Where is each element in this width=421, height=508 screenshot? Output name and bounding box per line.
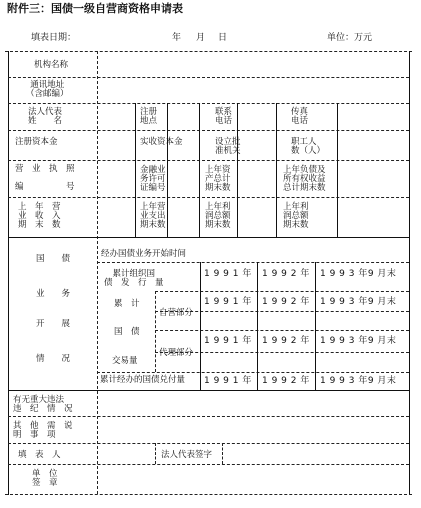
page-title: 附件三：国债一级自营商资格申请表 (7, 2, 183, 15)
other-notes-label: 其 他 需 说 明 事 项 (13, 421, 73, 440)
row-line (155, 352, 409, 353)
col-line (199, 103, 200, 237)
outer-left-border (8, 51, 9, 495)
year-label: 年 (172, 33, 182, 43)
org-name-label: 机构名称 (34, 60, 69, 70)
year-1992: 1 9 9 2 年 (262, 376, 310, 386)
row-line (8, 443, 409, 444)
col-line (257, 262, 258, 390)
row-line (97, 372, 409, 373)
col-line (200, 262, 201, 390)
business-license-label: 营 业 执 照 编 号 (15, 164, 75, 192)
part2-left-label: 国 债 (36, 254, 71, 264)
row-line (8, 77, 409, 78)
year-1993: 1 9 9 3 年9 月末 (320, 336, 397, 346)
last-year-assets-label: 上年资 产总计 期末数 (205, 165, 231, 193)
col-line (337, 103, 338, 237)
section-divider (8, 390, 409, 391)
col-line (155, 443, 156, 464)
label-column-divider (97, 51, 98, 494)
col-line (315, 262, 316, 390)
cum-redeem-label: 累计经办的国债兑付量 (100, 375, 186, 385)
legal-sign-label: 法人代表签字 (161, 450, 213, 460)
paid-capital-label: 实收资本金 (140, 137, 183, 147)
top-border (5, 51, 412, 52)
finance-cert-label: 金融业 务许可 证编号 (140, 165, 166, 193)
contact-phone-label: 联系 电话 (215, 107, 233, 126)
col-line (135, 103, 136, 237)
bottom-border (5, 494, 412, 495)
unit-seal-label: 单 位 签 章 (32, 469, 58, 488)
cum-issue-label: 累计组织国 债 发 行 量 (104, 269, 164, 288)
row-line (8, 103, 409, 104)
col-line (222, 443, 223, 464)
section-divider (8, 237, 409, 238)
fill-date-label: 填表日期： (31, 33, 77, 43)
day-label: 日 (218, 33, 228, 43)
fax-label: 传真 电话 (291, 107, 309, 126)
last-year-income-label: 上 年 营 业 收 入 期 末 数 (18, 202, 61, 230)
last-year-expense-label: 上年营 业支出 期末数 (140, 202, 166, 230)
year-1992: 1 9 9 2 年 (262, 336, 310, 346)
col-line (237, 103, 238, 237)
staff-label: 职工人 数（人） (291, 137, 326, 156)
last-year-liab-label: 上年负债及 所有权收益 总计期末数 (283, 165, 326, 193)
row-line (8, 464, 409, 465)
start-time-label: 经办国债业务开始时间 (101, 249, 187, 259)
row-line (155, 311, 409, 312)
last-year-retained-label: 上年利 润总额 期末数 (283, 202, 309, 230)
year-1991: 1 9 9 1 年 (204, 376, 252, 386)
address-label: 通讯地址 （含邮编） (26, 80, 69, 99)
part2-left-label: 业 务 (36, 289, 71, 299)
cum-trade-label-c: 交易量 (112, 356, 138, 366)
year-1991: 1 9 9 1 年 (204, 269, 252, 279)
last-year-profit-label: 上年利 润总额 期末数 (205, 202, 231, 230)
row-line (155, 330, 409, 331)
self-part-label: 自营部分 (159, 308, 194, 318)
col-line (276, 103, 277, 237)
col-line (167, 103, 168, 237)
reg-capital-label: 注册资本金 (15, 137, 58, 147)
year-1992: 1 9 9 2 年 (262, 297, 310, 307)
row-line (8, 416, 409, 417)
month-label: 月 (196, 33, 206, 43)
row-line (8, 197, 409, 198)
outer-right-border (409, 51, 410, 495)
filler-label: 填 表 人 (18, 450, 61, 460)
approval-agency-label: 设立批 准机关 (215, 137, 241, 156)
part2-left-label: 情 况 (36, 354, 71, 364)
legal-rep-label: 法人代表 姓 名 (28, 107, 63, 126)
year-1992: 1 9 9 2 年 (262, 269, 310, 279)
violations-label: 有无重大违法 违 纪 情 况 (13, 395, 73, 414)
part2-left-label: 开 展 (36, 319, 71, 329)
year-1993: 1 9 9 3 年9 月末 (320, 297, 397, 307)
unit-label: 单位：万元 (327, 33, 373, 43)
cum-trade-label-b: 国 债 (114, 327, 140, 337)
year-1991: 1 9 9 1 年 (204, 336, 252, 346)
reg-place-label: 注册 地点 (140, 107, 158, 126)
row-line (8, 160, 409, 161)
cum-trade-label-a: 累 计 (114, 299, 140, 309)
col-line (155, 291, 156, 372)
year-1993: 1 9 9 3 年9 月末 (320, 269, 397, 279)
year-1993: 1 9 9 3 年9 月末 (320, 376, 397, 386)
agent-part-label: 代理部分 (159, 348, 194, 358)
row-line (97, 262, 409, 263)
row-line (155, 291, 409, 292)
row-line (8, 130, 409, 131)
year-1991: 1 9 9 1 年 (204, 297, 252, 307)
